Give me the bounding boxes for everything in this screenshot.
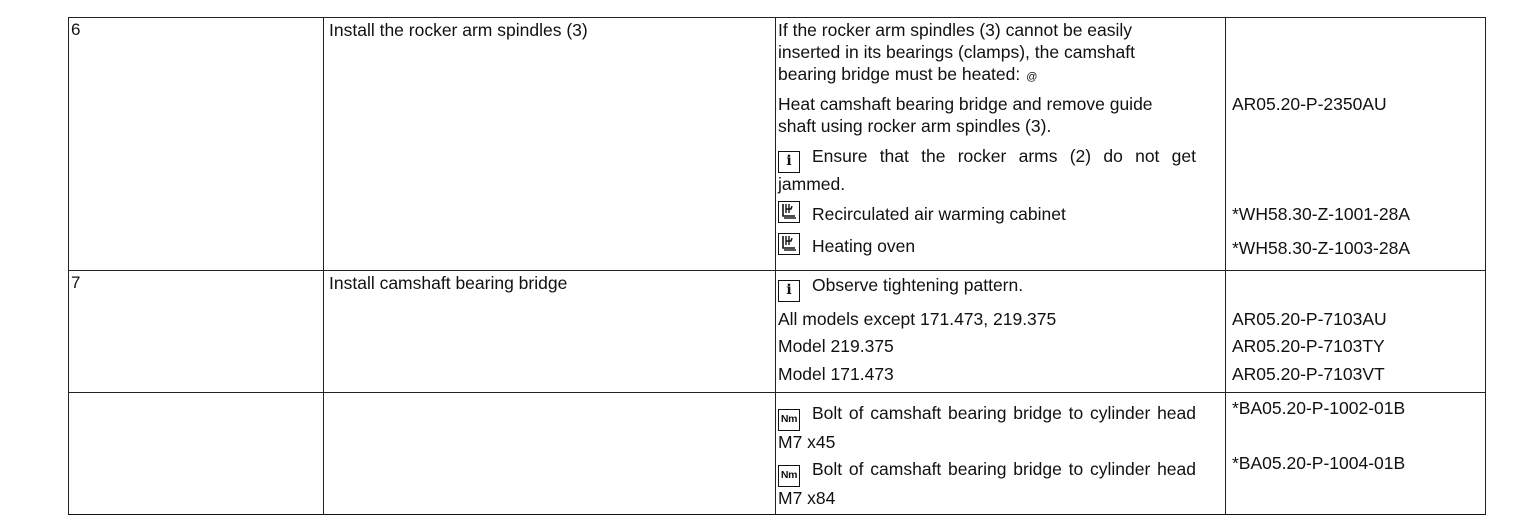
step-number: 6 bbox=[71, 20, 81, 39]
note-text: Heat camshaft bearing bridge and remove guide shaft using rocker arm spindles (3). bbox=[778, 94, 1153, 136]
reference-cell bbox=[1226, 18, 1486, 271]
step-number: 7 bbox=[71, 273, 81, 292]
task-cell bbox=[324, 393, 776, 515]
model-line: All models except 171.473, 219.375 bbox=[778, 309, 1057, 329]
torque-icon: Nm bbox=[778, 409, 800, 431]
task-text: Install camshaft bearing bridge bbox=[329, 273, 568, 293]
at-symbol: @ bbox=[1026, 71, 1038, 83]
tool-note-text: Recirculated air warming cabinet bbox=[812, 204, 1066, 224]
model-line: Model 171.473 bbox=[778, 364, 894, 384]
notes-cell bbox=[776, 18, 1226, 271]
reference-link[interactable]: *WH58.30-Z-1003-28A bbox=[1232, 238, 1410, 258]
info-note bbox=[778, 272, 1225, 308]
step-number-cell bbox=[69, 18, 324, 271]
task-cell bbox=[324, 271, 776, 393]
model-line: Model 219.375 bbox=[778, 336, 894, 356]
table-row bbox=[69, 393, 1486, 515]
info-icon: i bbox=[778, 280, 800, 302]
tool-note-text: Heating oven bbox=[812, 236, 916, 256]
notes-cell bbox=[776, 271, 1226, 393]
reference-link[interactable]: *BA05.20-P-1002-01B bbox=[1232, 398, 1406, 418]
table-row bbox=[69, 271, 1486, 393]
reference-link[interactable]: AR05.20-P-7103VT bbox=[1232, 364, 1385, 384]
procedure-table bbox=[68, 17, 1486, 515]
reference-cell bbox=[1226, 393, 1486, 515]
special-tool-icon bbox=[778, 201, 800, 223]
torque-note-text: Bolt of camshaft bearing bridge to cylinder head M7 x84 bbox=[778, 459, 1196, 508]
step-number-cell bbox=[69, 393, 324, 515]
reference-link[interactable]: *BA05.20-P-1004-01B bbox=[1232, 453, 1406, 473]
reference-link[interactable]: AR05.20-P-2350AU bbox=[1232, 94, 1387, 114]
torque-note bbox=[778, 458, 1196, 506]
step-number bbox=[69, 393, 323, 394]
info-icon: i bbox=[778, 151, 800, 173]
info-note-text: Observe tightening pattern. bbox=[812, 275, 1024, 295]
info-note-text: Ensure that the rocker arms (2) do not get jammed. bbox=[778, 146, 1196, 194]
notes-cell bbox=[776, 393, 1226, 515]
note-text: If the rocker arm spindles (3) cannot be easily inserted in its bearings (clamps), the camshaft bearing bridge must be heated: bbox=[778, 20, 1135, 84]
reference-cell bbox=[1226, 271, 1486, 393]
tool-note bbox=[778, 201, 1225, 227]
special-tool-icon bbox=[778, 233, 800, 255]
torque-note bbox=[778, 402, 1196, 450]
step-number-cell bbox=[69, 271, 324, 393]
reference-link[interactable]: AR05.20-P-7103TY bbox=[1232, 336, 1385, 356]
reference-link[interactable]: *WH58.30-Z-1001-28A bbox=[1232, 204, 1410, 224]
tool-note bbox=[778, 233, 1225, 259]
reference-link[interactable]: AR05.20-P-7103AU bbox=[1232, 309, 1387, 329]
task-cell bbox=[324, 18, 776, 271]
torque-note-text: Bolt of camshaft bearing bridge to cylinder head M7 x45 bbox=[778, 403, 1196, 452]
table-row bbox=[69, 18, 1486, 271]
task-text: Install the rocker arm spindles (3) bbox=[329, 20, 588, 40]
task-text bbox=[324, 393, 775, 394]
info-note bbox=[778, 145, 1196, 193]
torque-icon: Nm bbox=[778, 465, 800, 487]
